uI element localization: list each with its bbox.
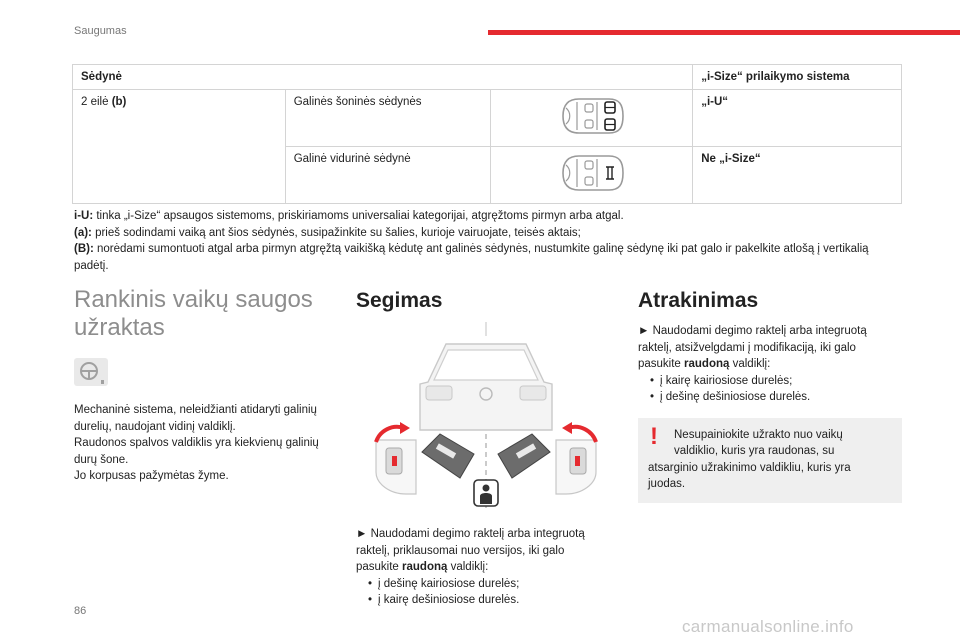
footnote-a [74,225,904,242]
footnote-text: norėdami sumontuoti atgal arba pirmyn atgręžtą vaikišką kėdutę ant galinės sėdynės, nustumkite galinę sėdynę iki pat galo ir pakelkite atlošą į vertikalią padėtį. [74,243,869,272]
seat-name-cell: Galinės šoninės sėdynės [285,90,491,147]
row-group-label: 2 eilė [81,96,109,108]
list-item: • į dešinę kairiosiose durelės; [368,576,616,593]
header-accent-bar [488,30,960,35]
text-line: durų šone. [74,453,129,466]
warning-box [638,418,902,503]
text-fragment: valdiklį: [729,358,771,370]
text-line: Mechaninė sistema, neleidžianti atidaryti galinių [74,404,317,416]
text-line [356,559,616,576]
text-line [638,356,902,373]
table-header-row [73,65,902,90]
footnote-term: i-U: [74,210,94,222]
text-line: Jo korpusas pažymėtas žyme. [74,470,229,482]
seat-compatibility-table [72,64,902,204]
seat-name-cell: Galinė vidurinė sėdynė [285,147,491,204]
table-row [73,90,902,147]
section-unlocking [638,286,902,503]
title-line: užraktas [74,314,165,341]
child-lock-symbol [74,358,334,388]
locking-instructions [356,526,616,609]
title-line: Rankinis vaikų saugos [74,286,313,313]
text-line: durelių, naudojant vidinį valdiklį. [74,420,236,433]
system-value: „i-U“ [701,96,729,108]
table-header-system: „i-Size“ prilaikymo sistema [693,65,902,90]
page-number: 86 [74,605,87,617]
unlocking-instructions [638,323,902,406]
list-item: • į dešinę dešiniosiose durelės. [650,389,902,406]
table-footnotes [74,208,904,274]
child-lock-description [74,402,334,485]
car-diagram-outer-seats [491,90,693,147]
watermark: carmanualsonline.info [682,617,854,636]
text-line: atsarginio užrakinimo valdikliu, kuris yra [648,461,851,474]
text-line: Nesupainiokite užrakto nuo vaikų [674,428,843,441]
text-line: ► Naudodami degimo raktelį arba integruotą [638,325,867,337]
footnote-term: (B): [74,243,94,255]
section-title: Atrakinimas [638,289,759,312]
unlocking-bullets [638,373,902,406]
text-line: juodas. [648,478,686,490]
text-fragment: raudoną [402,561,448,573]
system-cell [693,90,902,147]
footnote-term: (a): [74,226,92,239]
locking-illustration [356,322,616,512]
list-item: • į kairę dešiniosiose durelės. [368,592,616,609]
text-fragment: pasukite [356,561,403,573]
car-diagram-middle-seat [491,147,693,204]
warning-icon: ! [650,422,658,450]
section-title [74,286,334,342]
footnote-iu [74,208,904,225]
footnote-text: tinka „i-Size“ apsaugos sistemoms, priskiriamoms universaliai kategorijai, atgręžtoms pirmyn arba atgal. [93,210,624,222]
car-rear-doors-illustration [356,322,616,512]
warning-text [648,427,892,493]
car-topview-icon [557,94,627,138]
text-line: raktelį, atsižvelgdami į modifikaciją, iki galo [638,341,856,354]
text-fragment: raudoną [684,358,730,370]
system-cell [693,147,902,204]
row-group-cell [73,90,286,204]
section-locking [356,286,616,609]
steering-lock-icon [74,358,108,386]
car-topview-icon [557,151,627,195]
footnote-b [74,241,904,274]
text-line: valdiklio, kuris yra raudonas, su [674,445,835,457]
section-header: Saugumas [74,25,127,37]
text-line: ► Naudodami degimo raktelį arba integruotą [356,528,585,540]
footnote-text: prieš sodindami vaiką ant šios sėdynės, susipažinkite su šalies, kurioje vairuojate, teisės aktais; [91,226,581,239]
text-fragment: pasukite [638,358,685,370]
list-item: • į kairę kairiosiose durelės; [650,373,902,390]
section-child-lock [74,286,334,485]
section-title: Segimas [356,289,443,312]
text-line: Raudonos spalvos valdiklis yra kiekvienų galinių [74,437,319,449]
system-value: Ne „i-Size“ [701,153,761,165]
table-header-seat: Sėdynė [73,65,693,90]
locking-bullets [356,576,616,609]
text-fragment: valdiklį: [447,561,489,573]
row-group-note: (b) [111,96,127,108]
text-line: raktelį, priklausomai nuo versijos, iki galo [356,544,565,557]
